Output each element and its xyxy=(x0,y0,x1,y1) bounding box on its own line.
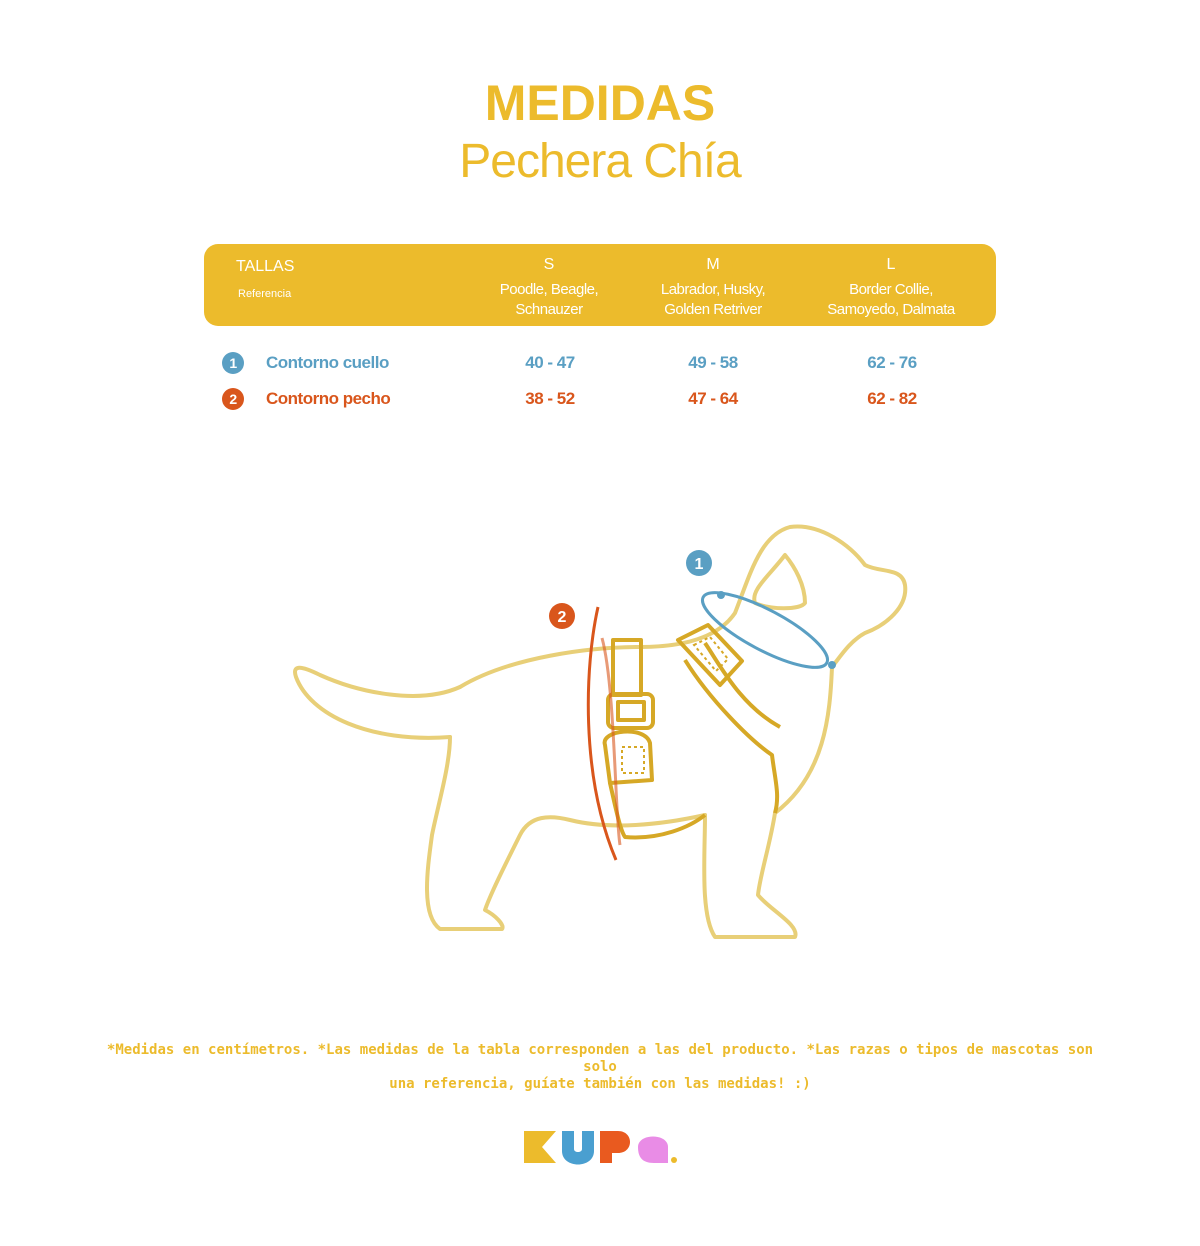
value-s: 40 - 47 xyxy=(525,353,575,372)
measurement-name: Contorno pecho xyxy=(266,389,391,408)
number-badge: 1 xyxy=(222,352,244,374)
footnote-line: *Medidas en centímetros. *Las medidas de la tabla corresponden a las del producto. *Las razas o tipos de mascotas son solo xyxy=(106,1042,1094,1075)
breed-reference: Poodle, Beagle, xyxy=(499,281,599,298)
breed-reference: Samoyedo, Dalmata xyxy=(827,301,955,318)
chest-marker-label: 2 xyxy=(557,609,567,626)
table-row-chest xyxy=(0,386,1200,414)
footnote-line: una referencia, guíate también con las medidas! :) xyxy=(389,1076,811,1092)
table-row-neck xyxy=(0,350,1200,378)
neck-marker-label: 1 xyxy=(694,556,704,573)
number-badge: 2 xyxy=(222,388,244,410)
harness-buckle xyxy=(608,694,653,728)
dog-outline xyxy=(295,527,905,937)
size-table-header xyxy=(204,244,996,326)
breed-reference: Schnauzer xyxy=(515,301,583,318)
harness-belly-strap xyxy=(610,783,705,837)
size-label: L xyxy=(886,256,896,273)
size-label: S xyxy=(543,256,555,273)
neck-measure xyxy=(686,550,836,681)
page-title: MEDIDAS xyxy=(484,75,716,131)
value-m: 49 - 58 xyxy=(688,353,738,372)
value-l: 62 - 76 xyxy=(867,353,917,372)
footnote xyxy=(90,1042,1110,1093)
measurement-name: Contorno cuello xyxy=(266,353,389,372)
size-label: M xyxy=(706,256,720,273)
value-s: 38 - 52 xyxy=(525,389,575,408)
size-column-m xyxy=(628,256,798,320)
breed-reference: Golden Retriver xyxy=(664,301,762,318)
kupa-logo xyxy=(522,1127,682,1167)
size-column-s xyxy=(464,256,634,320)
breed-reference: Border Collie, xyxy=(849,281,933,298)
sizes-label: TALLAS xyxy=(236,258,295,275)
harness-buckle-inner xyxy=(618,702,644,720)
dog-harness-illustration xyxy=(280,515,920,950)
breed-reference: Labrador, Husky, xyxy=(660,281,766,298)
value-l: 62 - 82 xyxy=(867,389,917,408)
harness xyxy=(605,625,780,837)
reference-label: Referencia xyxy=(238,288,292,300)
value-m: 47 - 64 xyxy=(688,389,738,408)
product-name: Pechera Chía xyxy=(459,135,741,188)
size-column-l xyxy=(806,256,976,320)
